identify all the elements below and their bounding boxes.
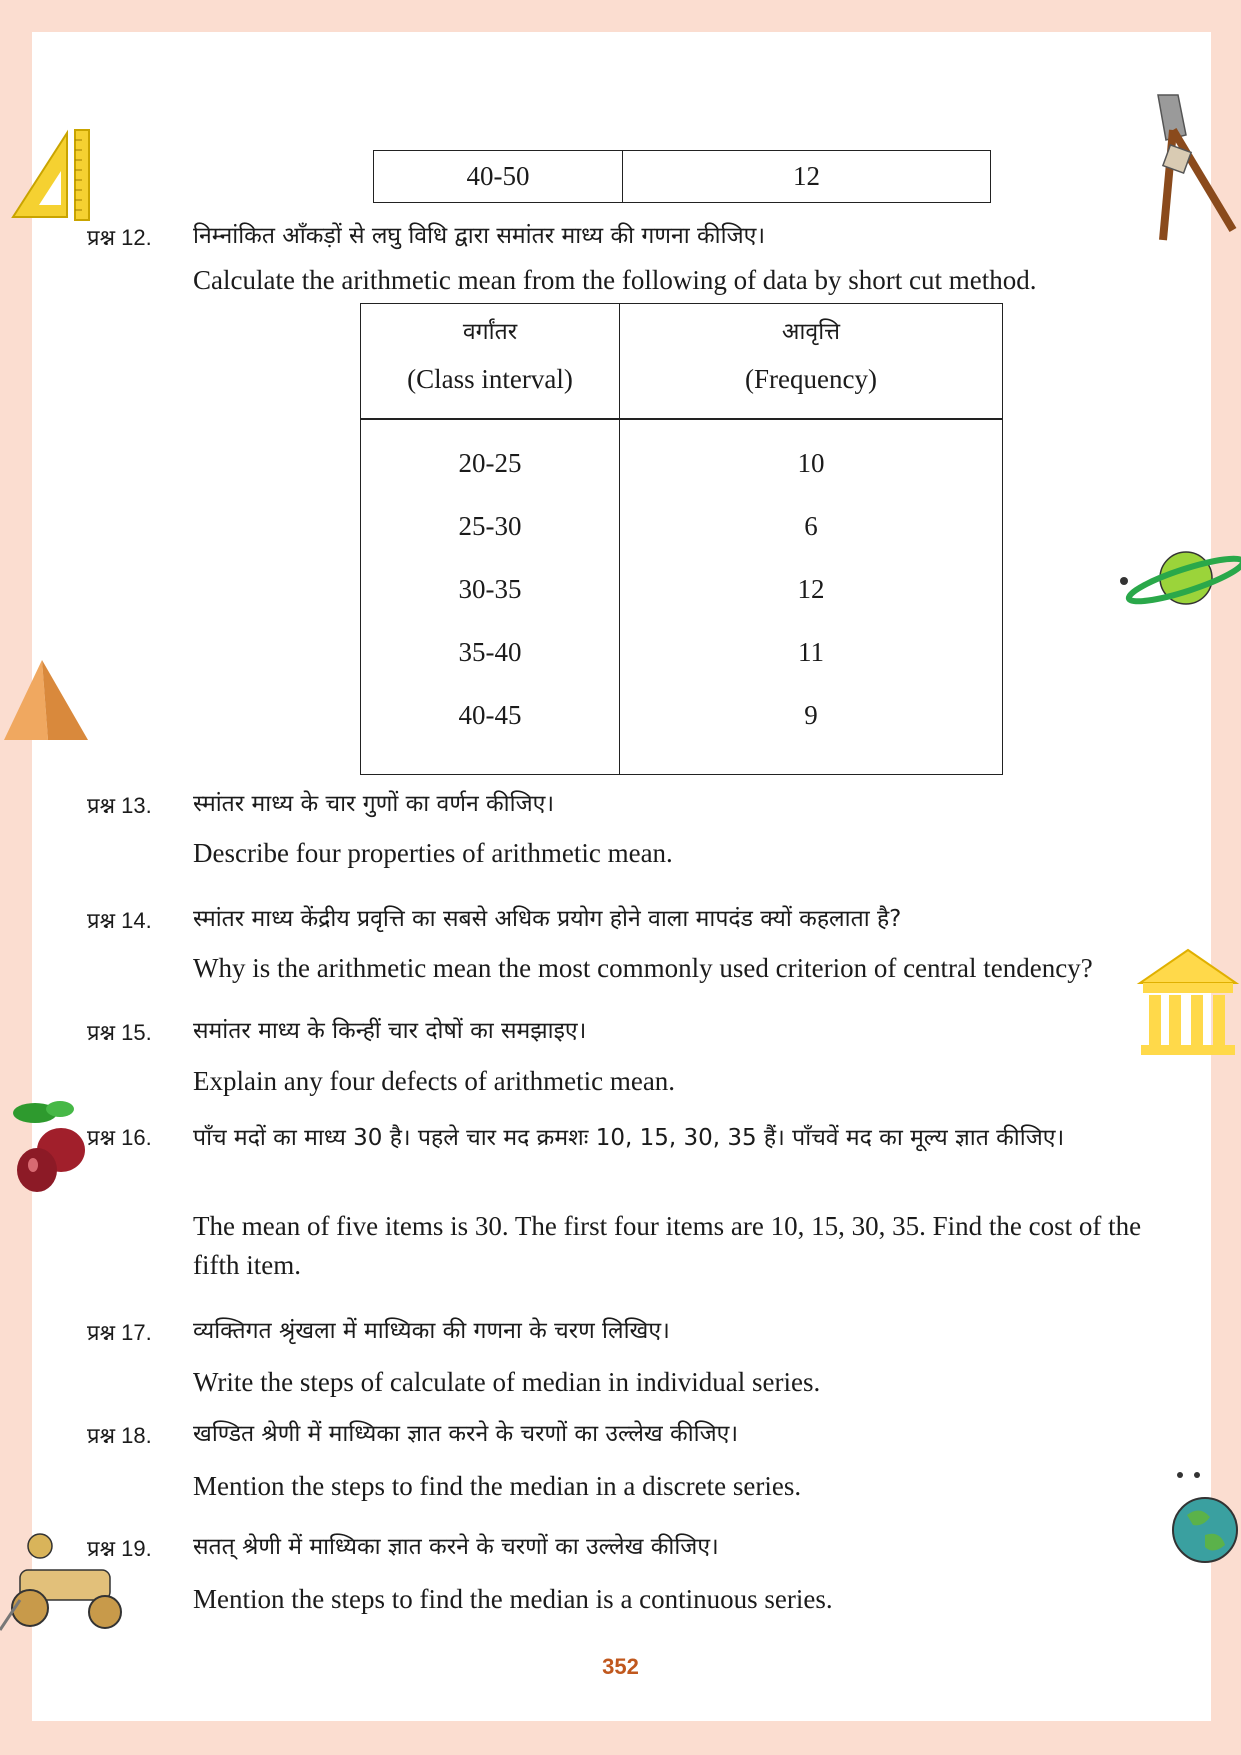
class-value: 25-30 xyxy=(458,511,522,541)
table-body-row xyxy=(361,419,1003,775)
question-hindi: समांतर माध्य के किन्हीं चार दोषों का समझाइए। xyxy=(193,1018,587,1044)
table-header-row xyxy=(361,304,1003,420)
class-interval-header xyxy=(361,304,620,420)
cherry-fruit-icon xyxy=(5,1095,90,1195)
question-english: The mean of five items is 30. The first four items are 10, 15, 30, 35. Find the cost of the fifth item. xyxy=(193,1211,1142,1280)
question-english: Calculate the arithmetic mean from the following of data by short cut method. xyxy=(193,265,1037,295)
question-english: Mention the steps to find the median in a discrete series. xyxy=(193,1471,802,1501)
header-english: (Frequency) xyxy=(745,363,877,394)
class-cell: 40-50 xyxy=(374,151,623,203)
question-hindi: सतत् श्रेणी में माध्यिका ज्ञात करने के चरणों का उल्लेख कीजिए। xyxy=(193,1534,719,1560)
temple-pillars-icon xyxy=(1135,945,1241,1060)
pyramid-icon xyxy=(0,655,92,745)
earth-globe-icon xyxy=(1165,1465,1241,1570)
top-continuation-table xyxy=(373,150,991,203)
question-number: प्रश्न 18. xyxy=(87,1423,152,1448)
frequency-column xyxy=(620,419,1003,775)
question-number: प्रश्न 13. xyxy=(87,793,152,818)
class-value: 35-40 xyxy=(458,637,522,667)
question-english: Write the steps of calculate of median in individual series. xyxy=(193,1367,821,1397)
frequency-header xyxy=(620,304,1003,420)
question-number: प्रश्न 12. xyxy=(87,225,152,250)
question-hindi: पाँच मदों का माध्य 30 है। पहले चार मद क्रमशः 10, 15, 30, 35 हैं। पाँचवें मद का मूल्य ज्ञात कीजिए। xyxy=(193,1125,1065,1151)
question-english: Explain any four defects of arithmetic mean. xyxy=(193,1066,676,1096)
page-number: 352 xyxy=(602,1654,639,1679)
question-english: Why is the arithmetic mean the most commonly used criterion of central tendency? xyxy=(193,953,1093,983)
question-hindi: स्मांतर माध्य के चार गुणों का वर्णन कीजिए। xyxy=(193,791,555,817)
stone-axe-icon xyxy=(1148,90,1241,245)
header-english: (Class interval) xyxy=(407,363,573,394)
frequency-value: 9 xyxy=(804,700,818,730)
header-hindi: वर्गांतर xyxy=(462,318,518,345)
frequency-value: 10 xyxy=(797,448,825,478)
frequency-table xyxy=(360,303,1003,775)
frequency-value: 11 xyxy=(798,637,824,667)
set-square-ruler-icon xyxy=(5,125,100,225)
frequency-cell: 12 xyxy=(623,151,991,203)
class-value: 40-45 xyxy=(458,700,522,730)
question-hindi: निम्नांकित आँकड़ों से लघु विधि द्वारा समांतर माध्य की गणना कीजिए। xyxy=(193,223,766,249)
question-hindi: व्यक्तिगत श्रृंखला में माध्यिका की गणना के चरण लिखिए। xyxy=(193,1318,670,1344)
table-row xyxy=(374,151,991,203)
frequency-value: 6 xyxy=(804,511,818,541)
planet-saturn-icon xyxy=(1118,545,1241,615)
class-value: 20-25 xyxy=(458,448,522,478)
class-value: 30-35 xyxy=(458,574,522,604)
question-number: प्रश्न 15. xyxy=(87,1020,152,1045)
question-hindi: स्मांतर माध्य केंद्रीय प्रवृत्ति का सबसे अधिक प्रयोग होने वाला मापदंड क्यों कहलाता है? xyxy=(193,906,902,932)
question-hindi: खण्डित श्रेणी में माध्यिका ज्ञात करने के चरणों का उल्लेख कीजिए। xyxy=(193,1421,739,1447)
question-english: Describe four properties of arithmetic mean. xyxy=(193,838,673,868)
question-number: प्रश्न 16. xyxy=(87,1125,152,1150)
frequency-value: 12 xyxy=(797,574,825,604)
question-number: प्रश्न 17. xyxy=(87,1320,152,1345)
question-number: प्रश्न 14. xyxy=(87,908,152,933)
question-english: Mention the steps to find the median is a continuous series. xyxy=(193,1584,833,1614)
class-interval-column xyxy=(361,419,620,775)
question-number: प्रश्न 19. xyxy=(87,1536,152,1561)
header-hindi: आवृत्ति xyxy=(781,318,841,345)
